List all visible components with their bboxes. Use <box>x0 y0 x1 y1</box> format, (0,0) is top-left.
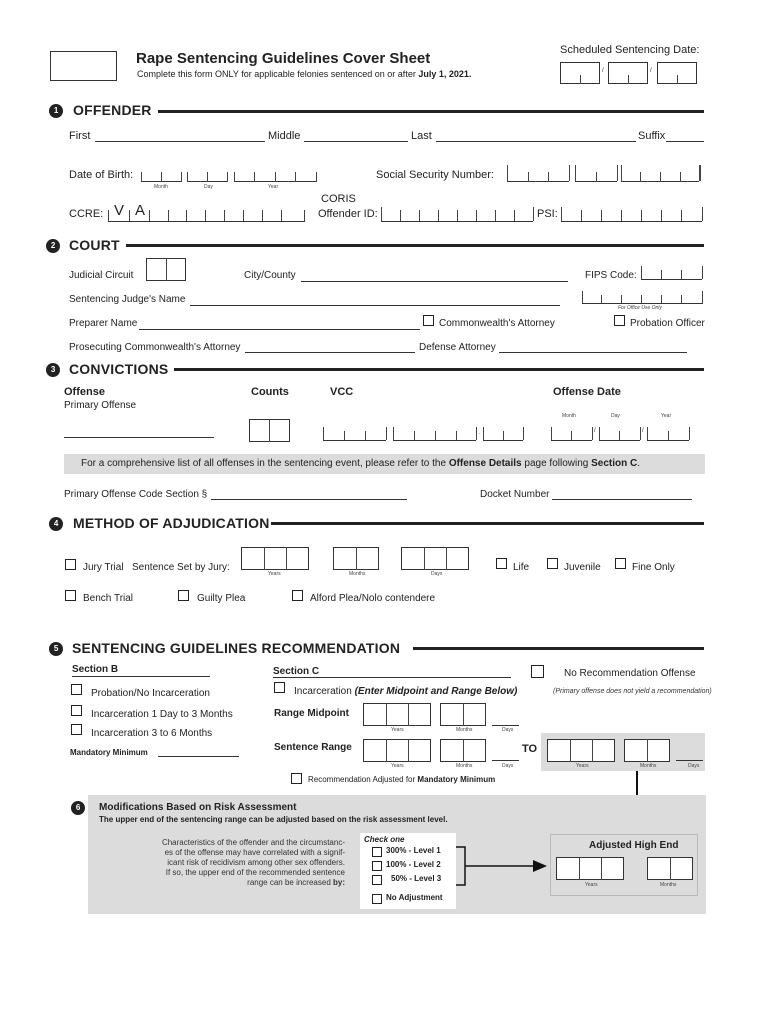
risk-subtitle: The upper end of the sentencing range can be adjusted based on the risk assessment level. <box>99 815 448 824</box>
range-tick <box>463 739 464 762</box>
check-one-label: Check one <box>364 835 405 844</box>
suffix-label: Suffix <box>638 130 666 142</box>
jury-days-caption: Days <box>431 571 443 577</box>
psi-tick <box>621 210 622 221</box>
sched-sep-1: / <box>602 68 604 74</box>
odate-tick <box>551 427 552 440</box>
vcc-tick <box>435 431 436 440</box>
range-high-days-caption: Days <box>688 763 700 769</box>
range-to-label: TO <box>522 743 538 755</box>
ssn-tick <box>617 165 618 181</box>
dob-year-caption: Year <box>268 184 279 190</box>
offense-details-note <box>81 458 640 469</box>
sentence-set-by-jury-label: Sentence Set by Jury: <box>132 562 230 573</box>
risk-desc-line: Characteristics of the offender and the circumstanc- <box>161 838 345 847</box>
preparer-label: Preparer Name <box>69 318 138 329</box>
office-tick <box>702 291 703 303</box>
section-number-4: 4 <box>46 514 66 534</box>
dob-tick <box>227 172 228 182</box>
offense-date-day-caption: Day <box>611 413 620 419</box>
ccre-tick <box>129 210 130 221</box>
mandatory-minimum-input[interactable] <box>158 756 239 757</box>
judge-name-label: Sentencing Judge's Name <box>69 294 186 305</box>
probation-officer-checkbox[interactable] <box>614 315 625 326</box>
coris-label-1: CORIS <box>321 193 356 205</box>
ssn-tick <box>548 172 549 182</box>
section-c-rule <box>273 677 511 678</box>
level3-label: 50% - Level 3 <box>391 874 442 883</box>
incarceration-3-6months-label: Incarceration 3 to 6 Months <box>91 728 213 739</box>
midpoint-years-input[interactable] <box>363 703 431 726</box>
ssn-tick <box>528 172 529 182</box>
odate-tick <box>689 427 690 440</box>
coris-tick <box>495 210 496 221</box>
ssn-tick <box>569 165 570 181</box>
dob-tick <box>207 172 208 182</box>
psi-tick <box>561 207 562 221</box>
incarceration-text: Incarceration <box>294 686 352 697</box>
judicial-circuit-label: Judicial Circuit <box>69 270 134 281</box>
coris-tick <box>381 207 382 221</box>
odate-tick <box>619 431 620 440</box>
juvenile-checkbox[interactable] <box>547 558 558 569</box>
midpoint-tick <box>386 703 387 726</box>
prosecuting-attorney-input[interactable] <box>245 352 415 353</box>
coris-tick <box>419 210 420 221</box>
jury-years-caption: Years <box>268 571 281 577</box>
vcc-part2-input[interactable] <box>393 440 476 441</box>
office-tick <box>661 295 662 303</box>
ssn-tick <box>507 165 508 181</box>
dob-tick <box>141 172 142 182</box>
office-use-input[interactable] <box>582 303 703 304</box>
fips-input[interactable] <box>641 279 702 280</box>
first-name-label: First <box>69 130 91 142</box>
juvenile-label: Juvenile <box>564 562 601 573</box>
odate-tick <box>640 427 641 440</box>
offense-day-input[interactable] <box>599 440 640 441</box>
coris-tick <box>514 210 515 221</box>
midpoint-days-caption: Days <box>502 727 514 733</box>
note-text: . <box>637 458 641 469</box>
method-heading: METHOD OF ADJUDICATION <box>73 515 270 531</box>
risk-desc-line: icant risk of recidivism among other sex offenders. <box>167 858 345 867</box>
city-county-label: City/County <box>244 270 296 281</box>
coris-tick <box>457 210 458 221</box>
guilty-plea-label: Guilty Plea <box>197 593 246 604</box>
note-offense-details: Offense Details <box>448 458 522 469</box>
life-label: Life <box>513 562 530 573</box>
office-tick <box>601 295 602 303</box>
jury-years-input[interactable] <box>241 547 309 570</box>
dob-tick <box>181 172 182 182</box>
primary-offense-label: Primary Offense <box>64 400 137 411</box>
no-adjustment-label: No Adjustment <box>386 893 443 902</box>
jury-trial-label: Jury Trial <box>83 562 124 573</box>
level3-checkbox[interactable] <box>372 875 382 885</box>
sched-tick <box>580 75 581 84</box>
dob-tick <box>316 172 317 182</box>
dob-tick <box>295 172 296 182</box>
dob-label: Date of Birth: <box>69 169 134 181</box>
psi-tick <box>641 210 642 221</box>
ccre-label: CCRE: <box>69 208 104 220</box>
probation-officer-label: Probation Officer <box>630 318 705 329</box>
level2-checkbox[interactable] <box>372 861 382 871</box>
risk-title: Modifications Based on Risk Assessment <box>99 802 297 813</box>
defense-attorney-label: Defense Attorney <box>419 342 496 353</box>
ssn-tick <box>699 165 701 181</box>
judge-name-input[interactable] <box>190 305 560 306</box>
dob-tick <box>161 172 162 182</box>
psi-label: PSI: <box>537 208 558 220</box>
incarceration-1day-3months-label: Incarceration 1 Day to 3 Months <box>91 709 233 720</box>
section-rule <box>158 110 704 113</box>
sched-sep-2: / <box>650 68 652 74</box>
range-midpoint-label: Range Midpoint <box>274 708 349 719</box>
coris-tick <box>476 210 477 221</box>
coris-tick <box>533 207 534 221</box>
defense-attorney-input[interactable] <box>499 352 687 353</box>
midpoint-months-caption: Months <box>456 727 473 733</box>
dob-day-caption: Day <box>204 184 213 190</box>
incarceration-3-6months-checkbox[interactable] <box>71 724 82 735</box>
vcc-part3-input[interactable] <box>483 440 523 441</box>
offense-column-header: Offense <box>64 386 105 398</box>
adjusted-tick <box>579 857 580 880</box>
section-b-label: Section B <box>72 664 119 675</box>
jury-days-input[interactable] <box>401 547 469 570</box>
adjusted-mandatory-min-checkbox[interactable] <box>291 773 302 784</box>
range-high-days-input[interactable] <box>676 760 703 761</box>
dob-month-caption: Month <box>154 184 168 190</box>
note-text: For a comprehensive list of all offenses in the sentencing event, please refer to the <box>81 458 449 469</box>
enter-midpoint-hint: (Enter Midpoint and Range Below) <box>354 686 518 697</box>
adjusted-years-caption: Years <box>585 882 598 888</box>
ccre-prefix-a: A <box>135 202 146 219</box>
subtitle-text: Complete this form ONLY for applicable felonies sentenced on or after <box>137 69 419 79</box>
risk-desc-line: If so, the upper end of the recommended sentence <box>165 868 345 877</box>
ccre-tick <box>186 210 187 221</box>
range-low-years-caption: Years <box>391 763 404 769</box>
section-number-5: 5 <box>46 639 66 659</box>
section-b-rule <box>72 676 210 677</box>
ssn-part1-input[interactable] <box>507 181 569 182</box>
ccre-tick <box>304 210 305 221</box>
ccre-input[interactable] <box>108 221 305 222</box>
range-high-years-input[interactable] <box>547 739 615 762</box>
incarceration-label <box>294 686 517 697</box>
docket-number-input[interactable] <box>552 499 692 500</box>
fips-tick <box>661 270 662 279</box>
risk-desc-line: range can be increased by: <box>247 878 345 887</box>
middle-name-input[interactable] <box>304 141 408 142</box>
probation-no-incarceration-label: Probation/No Incarceration <box>91 688 210 699</box>
mandatory-minimum-label: Mandatory Minimum <box>70 748 148 757</box>
bench-trial-checkbox[interactable] <box>65 590 76 601</box>
offender-heading: OFFENDER <box>73 102 152 118</box>
adjusted-text: Recommendation Adjusted for <box>308 775 418 784</box>
vcc-part1-input[interactable] <box>323 440 386 441</box>
judicial-tick <box>166 258 167 281</box>
convictions-heading: CONVICTIONS <box>69 361 169 377</box>
jury-tick <box>424 547 425 570</box>
psi-input[interactable] <box>561 221 702 222</box>
primary-offense-input[interactable] <box>64 437 214 438</box>
preparer-input[interactable] <box>139 329 420 330</box>
ccre-tick <box>149 210 150 221</box>
note-section-c: Section C <box>591 458 638 469</box>
vcc-tick <box>414 431 415 440</box>
bracket-arrow-icon <box>455 845 549 889</box>
scheduled-date-label: Scheduled Sentencing Date: <box>560 44 700 56</box>
jury-trial-checkbox[interactable] <box>65 559 76 570</box>
no-adjustment-checkbox[interactable] <box>372 894 382 904</box>
range-low-days-input[interactable] <box>492 760 519 761</box>
adjusted-tick <box>601 857 602 880</box>
counts-column-header: Counts <box>251 386 289 398</box>
ssn-tick <box>621 165 622 181</box>
section-rule <box>413 647 704 650</box>
fips-label: FIPS Code: <box>585 270 637 281</box>
ssn-tick <box>575 165 576 181</box>
jury-tick <box>446 547 447 570</box>
midpoint-tick <box>463 703 464 726</box>
range-tick <box>408 739 409 762</box>
odate-tick <box>647 427 648 440</box>
offense-year-input[interactable] <box>647 440 689 441</box>
jury-tick <box>356 547 357 570</box>
range-tick <box>592 739 593 762</box>
section-rule <box>126 244 704 247</box>
section-number-1: 1 <box>46 101 66 121</box>
section-c-label: Section C <box>273 666 320 677</box>
odate-sep: / <box>642 428 644 434</box>
note-text: page following <box>521 458 592 469</box>
sched-tick <box>628 75 629 84</box>
midpoint-days-input[interactable] <box>492 725 519 726</box>
alford-plea-checkbox[interactable] <box>292 590 303 601</box>
dob-tick <box>234 172 235 182</box>
section-rule <box>174 368 704 371</box>
bench-trial-label: Bench Trial <box>83 593 134 604</box>
dob-tick <box>275 172 276 182</box>
vcc-tick <box>365 431 366 440</box>
ccre-tick <box>243 210 244 221</box>
dob-tick <box>187 172 188 182</box>
ccre-tick <box>168 210 169 221</box>
jury-tick <box>286 547 287 570</box>
vcc-tick <box>476 427 477 440</box>
risk-desc-line: es of the offense may have correlated with a signif- <box>164 848 345 857</box>
incarceration-checkbox[interactable] <box>274 682 285 693</box>
fips-tick <box>702 266 703 279</box>
life-checkbox[interactable] <box>496 558 507 569</box>
vcc-tick <box>523 427 524 440</box>
ssn-tick <box>596 172 597 182</box>
risk-description <box>120 838 345 888</box>
vcc-dot: . <box>479 430 481 436</box>
ssn-tick <box>640 172 641 182</box>
ccre-tick <box>205 210 206 221</box>
ccre-tick <box>224 210 225 221</box>
vcc-tick <box>483 427 484 440</box>
offense-date-column-header: Offense Date <box>553 386 621 398</box>
midpoint-tick <box>408 703 409 726</box>
ssn-tick <box>660 172 661 182</box>
docket-number-label: Docket Number <box>480 489 550 500</box>
coris-label-2: Offender ID: <box>318 208 378 220</box>
dob-tick <box>254 172 255 182</box>
level2-label: 100% - Level 2 <box>386 860 441 869</box>
recommendation-heading: SENTENCING GUIDELINES RECOMMENDATION <box>72 640 401 656</box>
alford-plea-label: Alford Plea/Nolo contendere <box>310 593 436 604</box>
jury-tick <box>264 547 265 570</box>
coris-id-input[interactable] <box>381 221 533 222</box>
fips-tick <box>681 270 682 279</box>
coris-tick <box>400 210 401 221</box>
code-section-label: Primary Offense Code Section § <box>64 489 208 500</box>
commonwealth-attorney-checkbox[interactable] <box>423 315 434 326</box>
ccre-prefix-v: V <box>114 202 125 219</box>
psi-tick <box>601 210 602 221</box>
adjusted-high-end-label: Adjusted High End <box>589 840 679 851</box>
offense-date-year-caption: Year <box>661 413 672 419</box>
no-recommendation-checkbox[interactable] <box>531 665 544 678</box>
last-name-label: Last <box>411 130 432 142</box>
vcc-tick <box>386 427 387 440</box>
form-subtitle <box>137 69 471 79</box>
odate-tick <box>599 427 600 440</box>
odate-sep: / <box>594 428 596 434</box>
prosecuting-attorney-label: Prosecuting Commonwealth's Attorney <box>69 342 241 353</box>
office-tick <box>641 295 642 303</box>
office-stamp-box[interactable] <box>50 51 117 81</box>
section-number-6: 6 <box>68 798 88 818</box>
vcc-tick <box>323 427 324 440</box>
section-number-2: 2 <box>43 236 63 256</box>
code-section-input[interactable] <box>211 499 407 500</box>
range-tick <box>570 739 571 762</box>
subtitle-date: July 1, 2021. <box>418 69 472 79</box>
range-tick <box>386 739 387 762</box>
adjusted-tick <box>670 857 671 880</box>
fine-only-checkbox[interactable] <box>615 558 626 569</box>
coris-tick <box>438 210 439 221</box>
adjusted-years-input[interactable] <box>556 857 624 880</box>
offense-month-input[interactable] <box>551 440 592 441</box>
no-recommendation-label: No Recommendation Offense <box>564 668 696 679</box>
last-name-input[interactable] <box>436 141 636 142</box>
vcc-tick <box>503 431 504 440</box>
ccre-tick <box>262 210 263 221</box>
range-low-years-input[interactable] <box>363 739 431 762</box>
vcc-tick <box>456 431 457 440</box>
first-name-input[interactable] <box>95 141 265 142</box>
suffix-input[interactable] <box>666 141 704 142</box>
section-number-3: 3 <box>43 360 63 380</box>
psi-tick <box>681 210 682 221</box>
middle-name-label: Middle <box>268 130 301 142</box>
jury-months-caption: Months <box>349 571 366 577</box>
odate-tick <box>592 427 593 440</box>
odate-tick <box>668 431 669 440</box>
range-tick <box>647 739 648 762</box>
office-use-caption: For Office Use Only <box>618 305 662 311</box>
adjusted-mandatory-min-label <box>308 775 495 784</box>
fine-only-label: Fine Only <box>632 562 675 573</box>
level1-label: 300% - Level 1 <box>386 846 441 855</box>
commonwealth-attorney-label: Commonwealth's Attorney <box>439 318 555 329</box>
offense-date-month-caption: Month <box>562 413 576 419</box>
midpoint-years-caption: Years <box>391 727 404 733</box>
range-low-days-caption: Days <box>502 763 514 769</box>
vcc-column-header: VCC <box>330 386 354 398</box>
no-recommendation-note: (Primary offense does not yield a recommendation) <box>553 688 712 695</box>
office-tick <box>582 291 583 303</box>
ccre-tick <box>281 210 282 221</box>
ssn-label: Social Security Number: <box>376 169 494 181</box>
probation-no-incarceration-checkbox[interactable] <box>71 684 82 695</box>
adjusted-months-caption: Months <box>660 882 677 888</box>
range-low-months-caption: Months <box>456 763 473 769</box>
range-high-years-caption: Years <box>576 763 589 769</box>
ccre-tick <box>108 210 109 221</box>
section-rule <box>271 522 704 525</box>
psi-tick <box>581 210 582 221</box>
ssn-tick <box>680 172 681 182</box>
level1-checkbox[interactable] <box>372 847 382 857</box>
counts-tick <box>269 419 270 442</box>
incarceration-1day-3months-checkbox[interactable] <box>71 705 82 716</box>
sentence-range-label: Sentence Range <box>274 742 352 753</box>
office-tick <box>681 295 682 303</box>
vcc-tick <box>393 427 394 440</box>
guilty-plea-checkbox[interactable] <box>178 590 189 601</box>
adjusted-bold: Mandatory Minimum <box>417 775 496 784</box>
city-county-input[interactable] <box>301 281 568 282</box>
psi-tick <box>661 210 662 221</box>
psi-tick <box>702 207 703 221</box>
form-title: Rape Sentencing Guidelines Cover Sheet <box>136 50 431 67</box>
sched-tick <box>677 75 678 84</box>
court-heading: COURT <box>69 237 120 253</box>
office-tick <box>621 295 622 303</box>
odate-tick <box>571 431 572 440</box>
vcc-tick <box>344 431 345 440</box>
fips-tick <box>641 266 642 279</box>
range-high-months-caption: Months <box>640 763 657 769</box>
